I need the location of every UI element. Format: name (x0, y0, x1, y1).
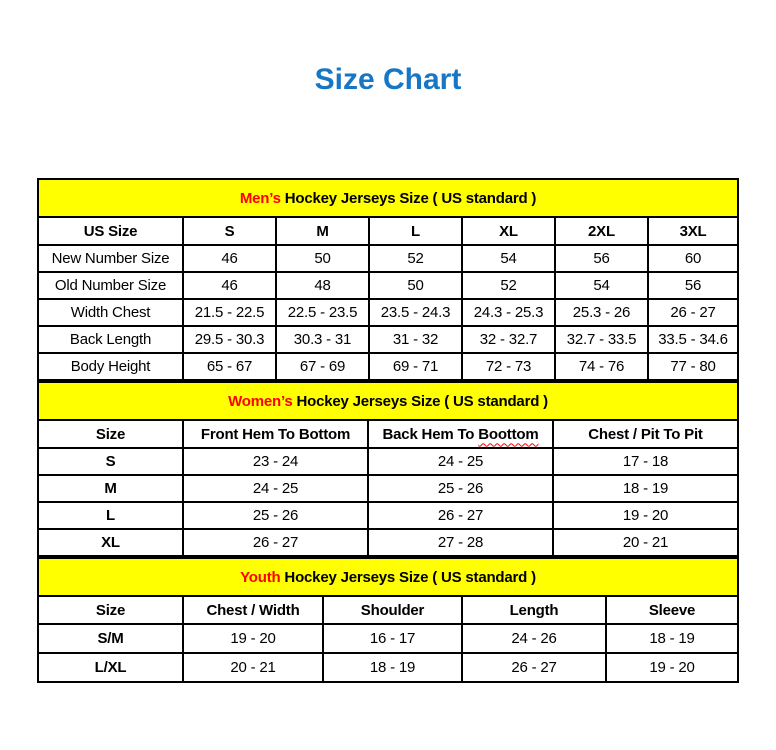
youth-banner-highlight: Youth (240, 568, 281, 586)
table-cell: 26 - 27 (462, 653, 606, 682)
womens-col-back-hem-prefix: Back Hem To (382, 425, 479, 443)
mens-banner-highlight: Men’s (239, 189, 281, 207)
table-cell: 60 (648, 245, 738, 272)
youth-row-label: L/XL (38, 653, 183, 682)
table-cell: 72 - 73 (462, 353, 555, 380)
table-cell: 25.3 - 26 (555, 299, 648, 326)
table-cell: 56 (648, 272, 738, 299)
table-cell: 19 - 20 (183, 624, 323, 653)
table-cell: 18 - 19 (323, 653, 462, 682)
youth-size-table (37, 557, 739, 683)
mens-row-label: Body Height (38, 353, 183, 380)
table-cell: 50 (276, 245, 369, 272)
youth-col-sleeve: Sleeve (606, 596, 738, 624)
table-cell: 50 (369, 272, 462, 299)
table-cell: 52 (369, 245, 462, 272)
table-cell: 20 - 21 (553, 529, 738, 556)
womens-banner-row (38, 382, 738, 420)
table-cell: 29.5 - 30.3 (183, 326, 276, 353)
table-row (38, 326, 738, 353)
table-cell: 74 - 76 (555, 353, 648, 380)
table-row (38, 529, 738, 556)
youth-col-chest-width: Chest / Width (183, 596, 323, 624)
mens-banner (38, 179, 738, 217)
table-row (38, 475, 738, 502)
mens-row-label: Width Chest (38, 299, 183, 326)
table-cell: 52 (462, 272, 555, 299)
mens-banner-text: Hockey Jerseys Size ( US standard ) (280, 189, 537, 207)
mens-banner-row (38, 179, 738, 217)
youth-row-label: S/M (38, 624, 183, 653)
mens-size-table (37, 178, 739, 381)
table-row (38, 272, 738, 299)
table-cell: 24 - 25 (368, 448, 553, 475)
table-row (38, 245, 738, 272)
womens-col-size: Size (38, 420, 183, 448)
youth-col-size: Size (38, 596, 183, 624)
table-cell: 67 - 69 (276, 353, 369, 380)
womens-row-label: S (38, 448, 183, 475)
youth-col-shoulder: Shoulder (323, 596, 462, 624)
table-cell: 26 - 27 (183, 529, 368, 556)
womens-row-label: XL (38, 529, 183, 556)
table-cell: 46 (183, 272, 276, 299)
mens-col-l: L (369, 217, 462, 245)
mens-col-2xl: 2XL (555, 217, 648, 245)
table-cell: 24 - 26 (462, 624, 606, 653)
table-cell: 32 - 32.7 (462, 326, 555, 353)
table-cell: 18 - 19 (553, 475, 738, 502)
table-cell: 25 - 26 (368, 475, 553, 502)
table-cell: 77 - 80 (648, 353, 738, 380)
table-row (38, 653, 738, 682)
womens-col-chest: Chest / Pit To Pit (553, 420, 738, 448)
mens-col-m: M (276, 217, 369, 245)
table-cell: 16 - 17 (323, 624, 462, 653)
table-cell: 31 - 32 (369, 326, 462, 353)
mens-header-row (38, 217, 738, 245)
table-cell: 26 - 27 (648, 299, 738, 326)
table-cell: 32.7 - 33.5 (555, 326, 648, 353)
table-cell: 69 - 71 (369, 353, 462, 380)
table-cell: 33.5 - 34.6 (648, 326, 738, 353)
womens-banner-text: Hockey Jerseys Size ( US standard ) (292, 392, 548, 410)
table-cell: 18 - 19 (606, 624, 738, 653)
table-row (38, 624, 738, 653)
mens-row-label: New Number Size (38, 245, 183, 272)
page-title: Size Chart (314, 63, 462, 96)
womens-col-front-hem: Front Hem To Bottom (183, 420, 368, 448)
table-cell: 54 (555, 272, 648, 299)
table-cell: 22.5 - 23.5 (276, 299, 369, 326)
table-cell: 21.5 - 22.5 (183, 299, 276, 326)
table-cell: 56 (555, 245, 648, 272)
table-cell: 26 - 27 (368, 502, 553, 529)
table-cell: 24 - 25 (183, 475, 368, 502)
table-cell: 23 - 24 (183, 448, 368, 475)
womens-row-label: M (38, 475, 183, 502)
table-cell: 65 - 67 (183, 353, 276, 380)
table-cell: 25 - 26 (183, 502, 368, 529)
womens-row-label: L (38, 502, 183, 529)
mens-col-us-size: US Size (38, 217, 183, 245)
womens-col-back-hem-misspelled-word: Boottom (478, 425, 539, 443)
table-cell: 17 - 18 (553, 448, 738, 475)
table-cell: 27 - 28 (368, 529, 553, 556)
mens-col-xl: XL (462, 217, 555, 245)
womens-col-back-hem (368, 420, 553, 448)
mens-col-s: S (183, 217, 276, 245)
table-row (38, 502, 738, 529)
table-row (38, 353, 738, 380)
youth-banner-text: Hockey Jerseys Size ( US standard ) (280, 568, 536, 586)
table-cell: 19 - 20 (553, 502, 738, 529)
youth-col-length: Length (462, 596, 606, 624)
table-cell: 30.3 - 31 (276, 326, 369, 353)
table-cell: 54 (462, 245, 555, 272)
womens-size-table (37, 381, 739, 557)
table-cell: 48 (276, 272, 369, 299)
youth-header-row (38, 596, 738, 624)
table-cell: 24.3 - 25.3 (462, 299, 555, 326)
table-cell: 46 (183, 245, 276, 272)
table-row (38, 299, 738, 326)
womens-banner (38, 382, 738, 420)
mens-row-label: Back Length (38, 326, 183, 353)
mens-col-3xl: 3XL (648, 217, 738, 245)
table-cell: 20 - 21 (183, 653, 323, 682)
table-row (38, 448, 738, 475)
youth-banner-row (38, 558, 738, 596)
womens-banner-highlight: Women’s (228, 392, 293, 410)
size-chart-tables (37, 178, 737, 683)
youth-banner (38, 558, 738, 596)
womens-header-row (38, 420, 738, 448)
table-cell: 19 - 20 (606, 653, 738, 682)
table-cell: 23.5 - 24.3 (369, 299, 462, 326)
mens-row-label: Old Number Size (38, 272, 183, 299)
